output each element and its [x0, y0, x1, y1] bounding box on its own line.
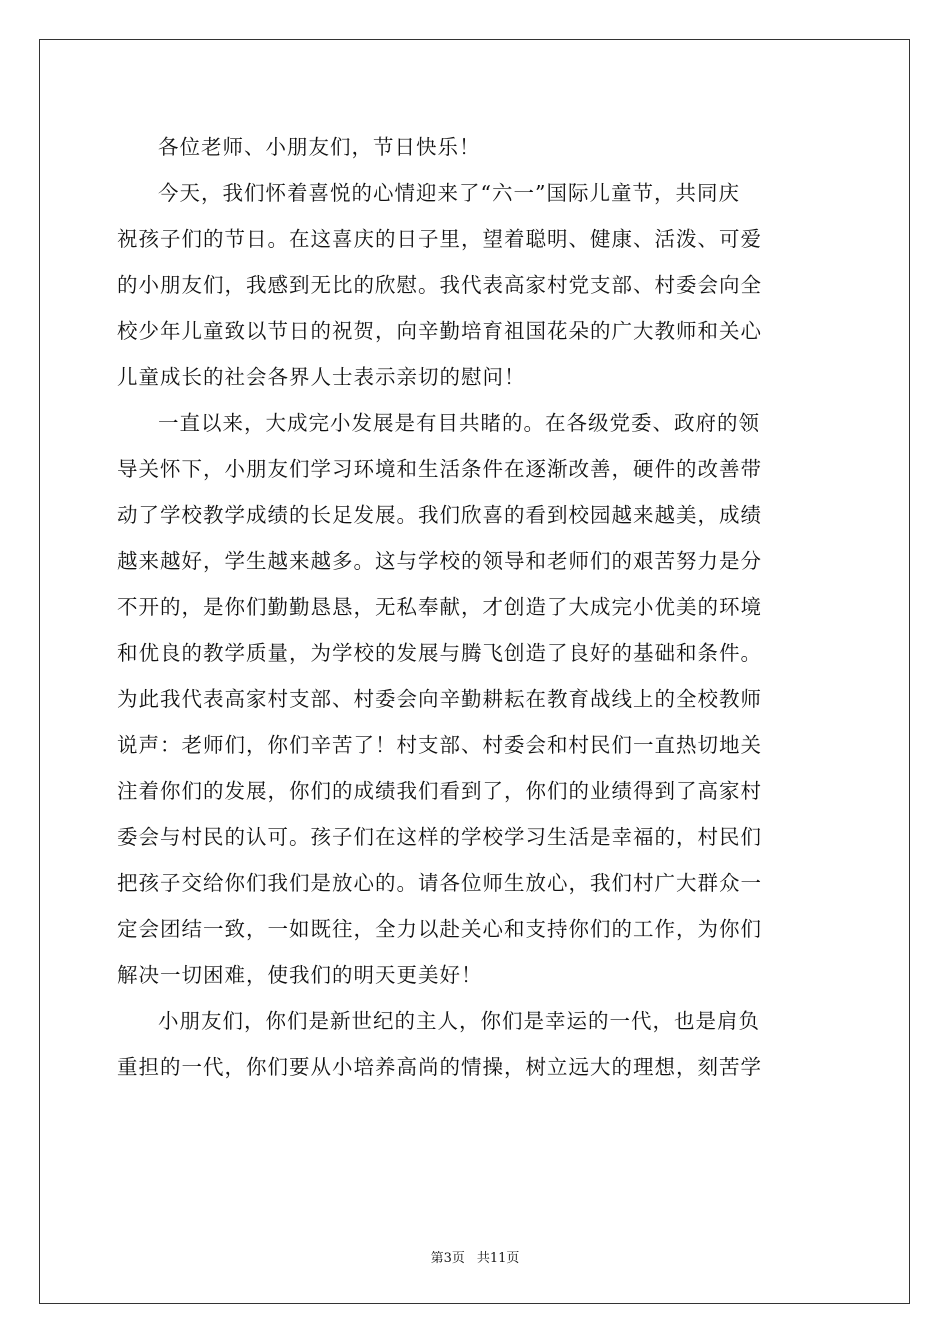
- paragraph-school-development: 一直以来，大成完小发展是有目共睹的。在各级党委、政府的领 导关怀下，小朋友们学习环境和生活条件在逐渐改善，硬件的改善带 动了学校教学成绩的长足发展。我们欣喜的看到校园越来越美，成绩 越来越好，学生越来越多。这与学校的领导和老师们的艰苦努力是分 不开的，是你们勤勤恳恳，无私奉献，才创造了大成完小优美的环境 和优良的教学质量，为学校的发展与腾飞创造了良好的基础和条件。 为此我代表高家村支部、村委会向辛勤耕耘在教育战线上的全校教师 说声：老师们，你们辛苦了！村支部、村委会和村民们一直热切地关 注着你们的发展，你们的成绩我们看到了，你们的业绩得到了高家村 委会与村民的认可。孩子们在这样的学校学习生活是幸福的，村民们 把孩子交给你们我们是放心的。请各位师生放心，我们村广大群众一 定会团结一致，一如既往，全力以赴关心和支持你们的工作，为你们 解决一切困难，使我们的明天更美好！: [117, 411, 762, 987]
- document-body: [117, 124, 833, 1090]
- paragraph-children-message: 小朋友们，你们是新世纪的主人，你们是幸运的一代，也是肩负 重担的一代，你们要从小培养高尚的情操，树立远大的理想，刻苦学: [117, 1009, 762, 1079]
- page-total: 共11页: [476, 1251, 520, 1266]
- paragraph-greeting: 各位老师、小朋友们，节日快乐！: [158, 135, 481, 159]
- paragraph-celebration: 今天，我们怀着喜悦的心情迎来了“六一”国际儿童节，共同庆 祝孩子们的节日。在这喜庆的日子里，望着聪明、健康、活泼、可爱 的小朋友们，我感到无比的欣慰。我代表高家村党支部、村委会向全 校少年儿童致以节日的祝贺，向辛勤培育祖国花朵的广大教师和关心 儿童成长的社会各界人士表示亲切的慰问！: [117, 181, 762, 389]
- page-number: 第3页: [430, 1251, 465, 1266]
- page-footer: [0, 1247, 950, 1266]
